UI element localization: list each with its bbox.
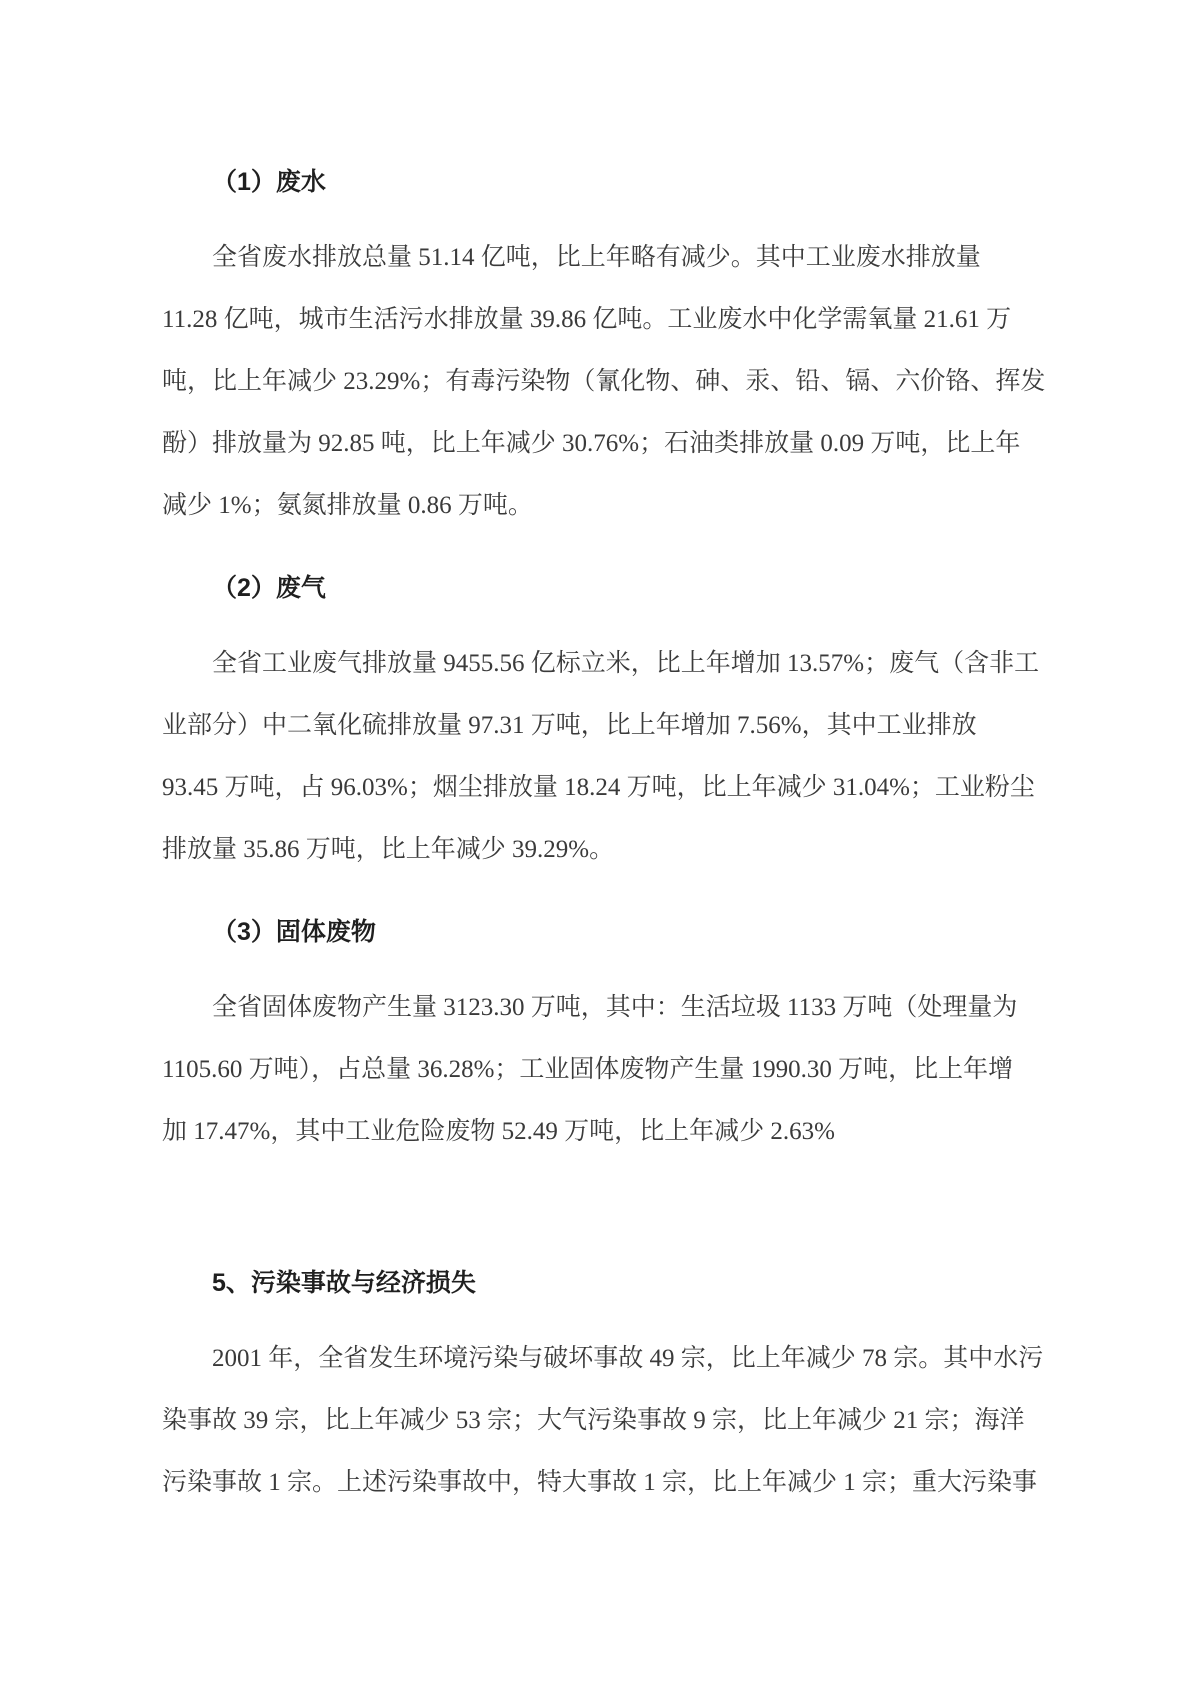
text-line: 吨，比上年减少 23.29%；有毒污染物（氰化物、砷、汞、铅、镉、六价铬、挥发	[162, 368, 1046, 395]
text-line: 染事故 39 宗，比上年减少 53 宗；大气污染事故 9 宗，比上年减少 21 宗；海洋	[162, 1407, 1025, 1434]
text-line: 2001 年，全省发生环境污染与破坏事故 49 宗，比上年减少 78 宗。其中水污	[212, 1345, 1044, 1372]
text-line: 业部分）中二氧化硫排放量 97.31 万吨，比上年增加 7.56%，其中工业排放	[162, 712, 977, 739]
text-line: 加 17.47%，其中工业危险废物 52.49 万吨，比上年减少 2.63%	[162, 1118, 835, 1145]
text-line: 11.28 亿吨，城市生活污水排放量 39.86 亿吨。工业废水中化学需氧量 21.61 万	[162, 306, 1012, 333]
text-line: 全省废水排放总量 51.14 亿吨，比上年略有减少。其中工业废水排放量	[212, 244, 981, 271]
text-line: 93.45 万吨，占 96.03%；烟尘排放量 18.24 万吨，比上年减少 31.04%；工业粉尘	[162, 774, 1035, 801]
heading-wastewater: （1）废水	[212, 168, 326, 196]
text-line: 减少 1%；氨氮排放量 0.86 万吨。	[162, 492, 533, 519]
text-line: 1105.60 万吨），占总量 36.28%；工业固体废物产生量 1990.30 万吨，比上年增	[162, 1056, 1014, 1083]
heading-solid-waste: （3）固体废物	[212, 918, 376, 946]
heading-waste-gas: （2）废气	[212, 574, 326, 602]
paragraph-pollution-accidents	[162, 1328, 1044, 1514]
paragraph-wastewater	[162, 227, 1046, 537]
text-line: 污染事故 1 宗。上述污染事故中，特大事故 1 宗，比上年减少 1 宗；重大污染事	[162, 1469, 1038, 1496]
text-line: 排放量 35.86 万吨，比上年减少 39.29%。	[162, 836, 615, 863]
paragraph-solid-waste	[162, 977, 1033, 1163]
text-line: 全省工业废气排放量 9455.56 亿标立米，比上年增加 13.57%；废气（含非工	[212, 650, 1040, 677]
text-line: 酚）排放量为 92.85 吨，比上年减少 30.76%；石油类排放量 0.09 万吨，比上年	[162, 430, 1021, 457]
heading-pollution-accidents: 5、污染事故与经济损失	[212, 1269, 476, 1297]
paragraph-waste-gas	[162, 633, 1040, 881]
text-line: 全省固体废物产生量 3123.30 万吨，其中：生活垃圾 1133 万吨（处理量为	[212, 994, 1018, 1021]
